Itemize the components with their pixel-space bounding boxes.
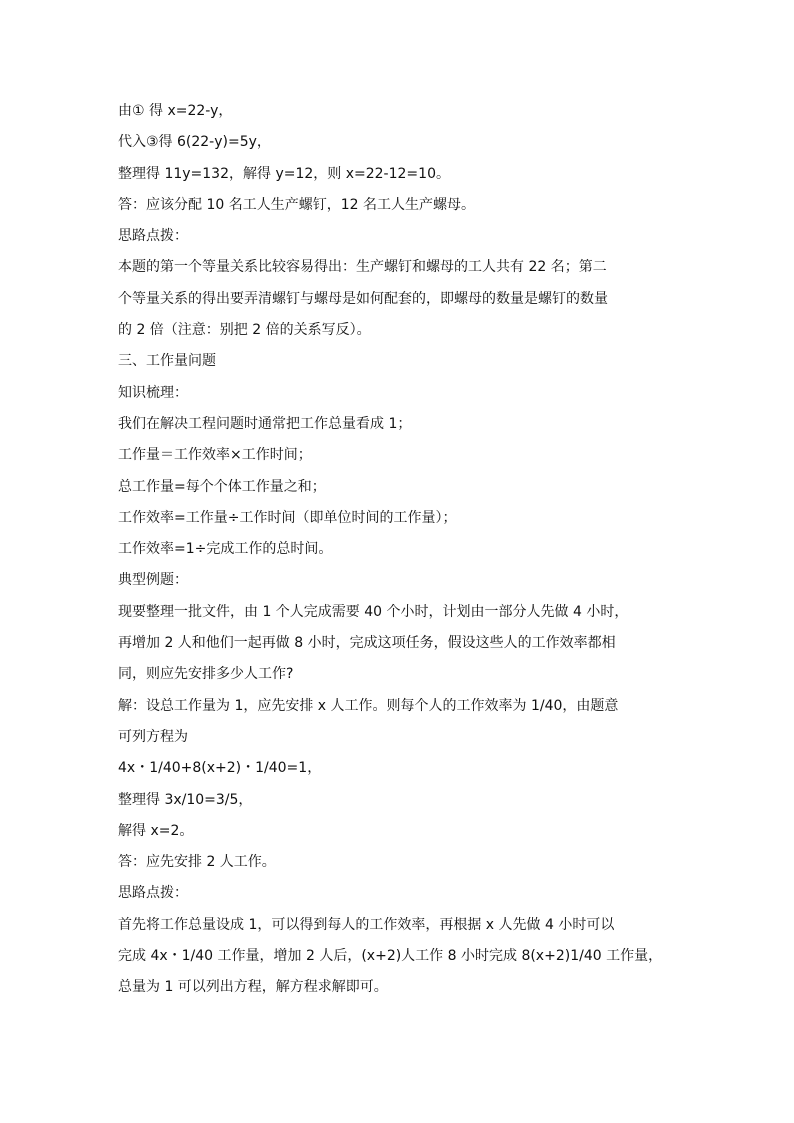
equation-line: 由① 得 x=22-y， [118,103,233,119]
paragraph-line: 总量为 1 可以列出方程，解方程求解即可。 [118,979,388,996]
equation-line: 整理得 3x/10=3/5， [118,791,253,808]
section-label: 思路点拨： [118,885,188,902]
paragraph-line: 完成 4x・1/40 工作量，增加 2 人后，(x+2)人工作 8 小时完成 8(x+2)1/40 工作量， [118,948,663,965]
section-label: 思路点拨： [118,228,188,245]
section-label: 典型例题： [118,572,188,589]
section-label: 知识梳理： [118,384,188,401]
document-page [118,96,688,1004]
equation-line: 整理得 11y=132，解得 y=12，则 x=22-12=10。 [118,165,450,182]
answer-line: 答：应先安排 2 人工作。 [118,854,276,871]
equation-line: 4x・1/40+8(x+2)・1/40=1， [118,760,322,777]
problem-line: 现要整理一批文件，由 1 个人完成需要 40 个小时，计划由一部分人先做 4 小时， [118,603,629,620]
answer-line: 答：应该分配 10 名工人生产螺钉，12 名工人生产螺母。 [118,196,475,213]
formula-line: 工作量＝工作效率×工作时间； [118,447,312,464]
formula-line: 工作效率=1÷完成工作的总时间。 [118,541,333,558]
equation-line: 解得 x=2。 [118,822,194,839]
paragraph-line: 首先将工作总量设成 1，可以得到每人的工作效率，再根据 x 人先做 4 小时可以 [118,916,615,933]
formula-line: 工作效率=工作量÷工作时间（即单位时间的工作量）； [118,509,457,526]
problem-line: 再增加 2 人和他们一起再做 8 小时，完成这项任务，假设这些人的工作效率都相 [118,635,616,652]
solution-line: 可列方程为 [118,728,188,745]
section-heading: 三、工作量问题 [118,353,216,370]
paragraph-line: 个等量关系的得出要弄清螺钉与螺母是如何配套的，即螺母的数量是螺钉的数量 [118,290,608,307]
paragraph-line: 的 2 倍（注意：别把 2 倍的关系写反）。 [118,322,371,339]
problem-line: 同，则应先安排多少人工作? [118,666,294,683]
formula-line: 总工作量=每个个体工作量之和； [118,478,326,495]
equation-line: 代入③得 6(22-y)=5y， [118,134,271,151]
solution-line: 解：设总工作量为 1，应先安排 x 人工作。则每个人的工作效率为 1/40，由题意 [118,697,619,714]
paragraph-line: 我们在解决工程问题时通常把工作总量看成 1； [118,415,412,432]
paragraph-line: 本题的第一个等量关系比较容易得出：生产螺钉和螺母的工人共有 22 名；第二 [118,259,607,276]
